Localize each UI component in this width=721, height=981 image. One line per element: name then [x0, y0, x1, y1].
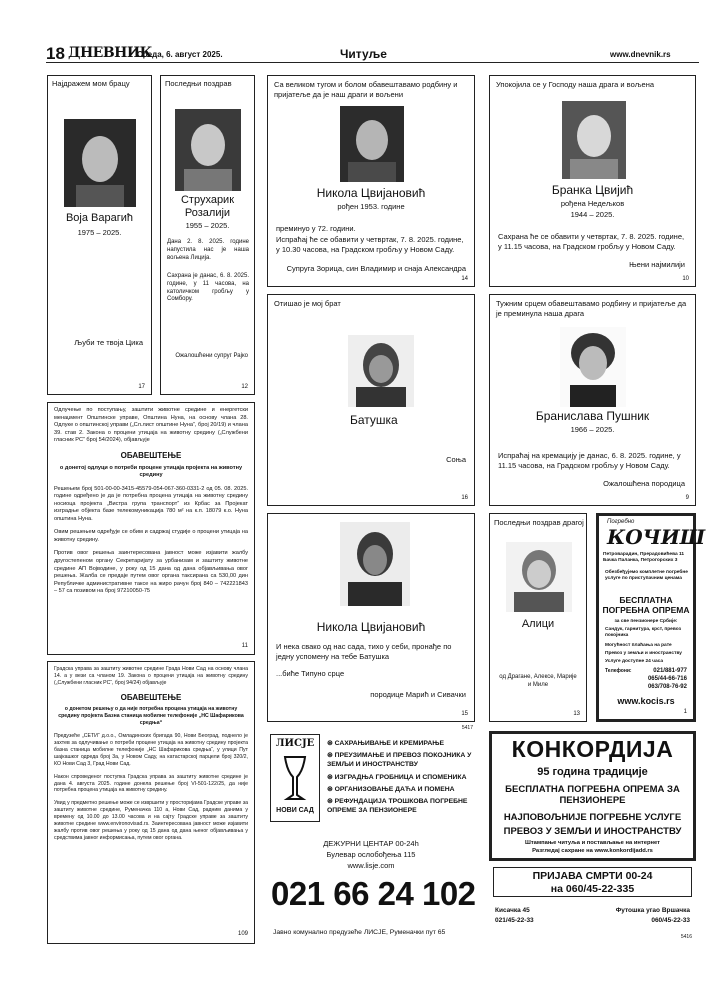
notice-intro: Одлучење по поступању, заштити животне средине и енергетски менаџмент Општинске управе, Општина Нуна, на основу члана 28. Одлуке о општинској управи („Сл.лист општине Нуна“, број 20/19) и члана 39. став 2. Закона о процени утицаја на животну средину („Службени гласник РС“ број 54/2024), објављује	[54, 407, 248, 444]
konkordija-right-address: Футошка угао Вршачка	[615, 907, 690, 914]
notice-body-2: Овим решењем одређује се обим и садржај студије о процени утицаја на животну средину.	[54, 529, 248, 543]
obituary-branka-cvijic	[489, 75, 696, 287]
lisje-service-4: ⊛ ОРГАНИЗОВАЊЕ ДАЋА И ПОМЕНА	[327, 786, 455, 793]
obituary-batushka	[267, 294, 475, 506]
masthead-logo: ДНЕВНИК	[68, 45, 152, 61]
lisje-service-text: ОРГАНИЗОВАЊЕ ДАЋА И ПОМЕНА	[334, 786, 455, 793]
kocis-brand: КОЧИШ	[607, 525, 706, 549]
konkordija-free-equipment: БЕСПЛАТНА ПОГРЕБНА ОПРЕМА ЗА ПЕНЗИОНЕРЕ	[505, 784, 680, 807]
page-number: 18	[46, 44, 65, 63]
death-notice: Дана 2. 8. 2025. године напустила нас је наша вољена Лиција.	[167, 239, 249, 261]
portrait-photo	[175, 109, 241, 191]
lisje-web: www.lisje.com	[347, 861, 395, 870]
konkordija-funeral-ad	[489, 731, 696, 944]
obituary-intro: Отишао је мој брат	[274, 299, 341, 308]
portrait-photo	[348, 335, 414, 407]
life-years: 1944 – 2025.	[570, 210, 615, 219]
obituary-intro: Последњи поздрав	[165, 79, 232, 88]
legal-notice-novi-sad	[47, 661, 255, 944]
konkordija-report: ПРИЈАВА СМРТИ 00-24	[532, 870, 653, 882]
lisje-service-text: САХРАЊИВАЊЕ И КРЕМИРАЊЕ	[334, 740, 444, 747]
notice-body-2: Након спроведеног поступка Градска управа за заштиту животне средине је дана 4. августа 2025. године донела решење број VI-501-122/25, да није потребна процена утицаја на животну средину.	[54, 773, 248, 794]
kocis-top-label: Погребно	[607, 519, 635, 525]
obituary-branislava-pusnik	[489, 294, 696, 506]
lisje-funeral-ad	[267, 725, 476, 944]
konkordija-tagline: 95 година традиције	[537, 766, 648, 778]
notice-intro: Градска управа за заштиту животне средине Града Нови Сад на основу члана 14. а у вези са чланом 19. Закона о процени утицаја на животну средину („Службени гласник РС“, број 94/24) објављује	[54, 666, 248, 686]
obituary-nikola-cvijanovic	[267, 75, 475, 287]
kocis-phone-1: 021/881-977	[653, 668, 687, 674]
signature: Ожалошћени супруг Рајко	[175, 353, 248, 359]
legal-notice-nuna	[47, 402, 255, 655]
section-title: Читуље	[340, 47, 387, 61]
lisje-logo-box	[270, 734, 320, 822]
obituary-alici	[489, 513, 587, 722]
konkordija-top-box	[489, 731, 696, 861]
obituary-struharik	[160, 75, 255, 395]
deceased-name: Батушка	[350, 413, 398, 427]
notice-body-1: Решењем број 501-00-00-3415-45579-054-067-360-0331-2 од 05. 08. 2025. године одређено је да је потребна процена утицаја на животну средину носиоца пројекта „Вистра група транспорт“ из Крбас за Пројекат изградње објекта базе телекомуникација 780 м² на к.п. 18079 к.о. Нуна општина Нуна.	[54, 485, 248, 522]
ad-number: 1	[683, 709, 687, 715]
ad-number: 9	[685, 495, 689, 501]
signature: породице Марић и Сивачки	[370, 690, 466, 699]
deceased-name: Никола Цвијановић	[316, 620, 426, 634]
life-years: 1955 – 2025.	[185, 221, 230, 230]
lisje-service-3: ⊛ ИЗГРАДЊА ГРОБНИЦА И СПОМЕНИКА	[327, 774, 467, 781]
lisje-city: НОВИ САД	[276, 807, 314, 814]
lisje-service-2: ⊛ ПРЕУЗИМАЊЕ И ПРЕВОЗ ПОКОЈНИКА У ЗЕМЉИ И ИНОСТРАНСТВУ	[327, 752, 472, 769]
lisje-service-text: ПРЕУЗИМАЊЕ И ПРЕВОЗ ПОКОЈНИКА У ЗЕМЉИ И ИНОСТРАНСТВУ	[327, 752, 472, 769]
portrait-photo	[506, 542, 572, 612]
lisje-service-text: ИЗГРАДЊА ГРОБНИЦА И СПОМЕНИКА	[334, 774, 467, 781]
deceased-name: Бранислава Пушник	[535, 409, 650, 423]
konkordija-brand: КОНКОРДИЈА	[511, 736, 674, 762]
kocis-free-title: БЕСПЛАТНА ПОГРЕБНА ОПРЕМА	[602, 595, 690, 615]
signature: од Драгане, Алексе, Марије и Миле	[499, 674, 577, 688]
funeral-info: Испраћај на кремацију је данас, 6. 8. 2025. године, у 11.15 часова, на Градском гробљу у Новом Саду.	[498, 451, 681, 471]
ad-number: 14	[461, 276, 468, 282]
obituary-nikola-cvijanovic-2	[267, 513, 475, 722]
obituary-intro: Последњи поздрав драгој	[494, 518, 584, 527]
life-years: 1975 – 2025.	[77, 228, 122, 237]
lisje-service-text: РЕФУНДАЦИЈА ТРОШКОВА ПОГРЕБНЕ ОПРЕМЕ ЗА ПЕНЗИОНЕРЕ	[327, 798, 468, 815]
kocis-funeral-ad	[596, 513, 706, 722]
lisje-phone: 021 66 24 102	[271, 875, 476, 912]
ad-number: 16	[461, 495, 468, 501]
lisje-footer: Јавно комунално предузеће ЛИСЈЕ, Руменачки пут 65	[273, 929, 446, 936]
konkordija-transport: ПРЕВОЗ У ЗЕМЉИ И ИНОСТРАНСТВУ	[503, 826, 682, 837]
kocis-list-1: Сандук, гарнитура, крст, превоз покојника	[605, 627, 681, 639]
kocis-free-sub: за све пензионере Србије:	[614, 619, 678, 624]
ad-number: 12	[241, 384, 248, 390]
kocis-list-4: Услуге доступне 24 часа	[605, 659, 664, 664]
konkordija-best-services: НАЈПОВОЉНИЈЕ ПОГРЕБНЕ УСЛУГЕ	[503, 812, 682, 823]
signature: Ожалошћена породица	[603, 479, 685, 488]
kocis-web: www.kocis.rs	[617, 696, 675, 706]
notice-subtitle: о донетој одлуци о потреби процене утицаја пројекта на животну средину	[59, 464, 243, 479]
kocis-phone-2: 065/44-66-716	[647, 676, 687, 682]
website: www.dnevnik.rs	[610, 50, 671, 59]
deceased-name: Бранка Цвијић	[551, 183, 634, 197]
ad-number: 13	[573, 711, 580, 717]
deceased-name: Алици	[521, 618, 555, 630]
funeral-info: Испраћај ће се обавити у четвртак, 7. 8. 2025. године, у 10.30 часова, на Градском гробљу у Новом Саду.	[276, 235, 464, 255]
notice-body-1: Предузеће „СЕТИ“ д.о.о., Омладинских бригада 90, Нови Београд, поднело је захтев за одлучивање о потреби процене утицаја на животну средину пројекта базна станица мобилне телефоније „НС Шафарикова средња“, у улици Пут шајкашког одреда број 3а, у Новом Саду, на катастарској парцели број 320/2, КО Нови Сад 3, Град Нови Сад.	[54, 733, 248, 767]
notice-body-3: Увид у предметно решење може се извршити у просторијама Градске управе за заштиту животне средине, Руменачка 110 а, Нови Сад, радним данима у времену од 10.00 до 13.00 часова и на сајту Градске управе за заштиту животне средине www.environovisad.rs. Заинтересована јавност може изјавити жалбу против овог решења у року од 15 дана од дана њеног објављивања у средствима јавног информисања, путем овог органа.	[54, 800, 248, 841]
notice-title: ОБАВЕШТЕЊЕ	[120, 692, 182, 702]
portrait-photo	[340, 106, 404, 182]
funeral-info: Сахрана је данас, 6. 8. 2025. године, у 11 часова, на католичком гробљу у Сомбору.	[167, 273, 249, 303]
ad-number: 109	[237, 931, 248, 938]
obituary-voja-varagic	[47, 75, 152, 395]
deceased-name: Воја Варагић	[65, 212, 134, 224]
kocis-phone-3: 063/708-76-92	[647, 684, 687, 690]
kocis-services: Обезбеђујемо комплетне погребне услуге по приступачним ценама	[605, 570, 688, 582]
obituary-intro: Тужним срцем обавештавамо родбину и пријатеље да је преминула наша драга	[496, 299, 687, 319]
ad-number: 5416	[680, 934, 692, 940]
signature: Њени најмилији	[629, 260, 685, 269]
lisje-logo: ЛИСЈЕ	[275, 738, 315, 749]
konkordija-print: Штампање читуља и постављање на интернет	[525, 840, 660, 846]
signature: Љуби те твоја Цика	[74, 338, 143, 347]
konkordija-report-phone: на 060/45-22-335	[550, 883, 635, 895]
kocis-list-2: Могућност плаћања на рате	[605, 643, 672, 648]
death-age: преминуо у 72. години.	[276, 224, 356, 233]
obituary-intro: Најдражем мом брацу	[52, 79, 130, 88]
deceased-surname: Струхарик	[180, 194, 235, 206]
ad-number: 5417	[461, 725, 473, 731]
birth-year: рођен 1953. године	[337, 202, 405, 211]
signature: Соња	[446, 455, 466, 464]
deceased-firstname: Розалији	[184, 207, 231, 219]
lisje-service-5: ⊛ РЕФУНДАЦИЈА ТРОШКОВА ПОГРЕБНЕ ОПРЕМЕ ЗА ПЕНЗИОНЕРЕ	[327, 798, 468, 815]
issue-date: Среда, 6. август 2025.	[137, 50, 223, 59]
portrait-photo	[340, 522, 410, 606]
urn-icon	[281, 753, 309, 803]
konkordija-report-box	[493, 867, 692, 897]
portrait-photo	[562, 101, 626, 179]
konkordija-web: Разгледај сахране на www.konkordijadd.rs	[532, 848, 653, 854]
konkordija-right-phone: 060/45-22-33	[651, 917, 690, 924]
memorial-text: И нека свако од нас сада, тихо у себи, пронађе по једну успомену на тебе Батушка	[276, 642, 452, 662]
lisje-service-1: ⊛ САХРАЊИВАЊЕ И КРЕМИРАЊЕ	[327, 740, 444, 747]
kocis-list-3: Превоз у земљи и иностранству	[605, 651, 682, 656]
notice-title: ОБАВЕШТЕЊЕ	[120, 450, 182, 460]
maiden-name: рођена Недељков	[560, 199, 625, 208]
portrait-photo	[64, 119, 136, 207]
ad-number: 10	[682, 276, 689, 282]
signature: Супруга Зорица, син Владимир и снаја Александра	[286, 264, 466, 273]
notice-body-3: Против овог решења заинтересована јавност може изјавити жалбу другостепеном органу Секретаријату за урбанизам и заштиту животне средине АП Војводине, у року од 15 дана од дана објављивања овог решења. Жалба се предаје путем овог органа таксирана са 530,00 дин Републичке административне таксе на жиро рачун број 840 – 742221843 – 57 са позивом на број 97210050-75	[54, 550, 248, 595]
obituary-intro: Упокојила се у Господу наша драга и вољена	[496, 80, 655, 89]
ad-number: 11	[241, 642, 248, 649]
portrait-photo	[560, 327, 626, 407]
header-rule	[46, 62, 699, 63]
lisje-address: Булевар ослобођења 115	[326, 850, 416, 859]
notice-subtitle: о донетом решењу о да није потребна процена утицаја на животну средину пројекта Базна станица мобилне телефоније „НС Шафарикова средња“	[58, 706, 244, 727]
funeral-info: Сахрана ће се обавити у четвртак, 7. 8. 2025. године, у 11.15 часова, на Градском гробљу у Новом Саду.	[498, 232, 685, 252]
konkordija-left-address: Кисачка 45	[495, 907, 530, 914]
life-years: 1966 – 2025.	[570, 425, 615, 434]
kocis-phones-label: Телефони:	[605, 668, 632, 674]
lisje-duty: ДЕЖУРНИ ЦЕНТАР 00-24h	[323, 839, 419, 848]
ad-number: 17	[138, 384, 145, 390]
kocis-addresses: Петроварадин, Прерадовићева 11 Бачка Паланка, Петрогорских 3	[603, 552, 685, 564]
deceased-name: Никола Цвијановић	[316, 186, 426, 200]
obituary-intro: Са великом тугом и болом обавештавамо родбину и пријатеље да је наш драги и вољени	[274, 80, 458, 100]
ad-number: 15	[461, 711, 468, 717]
memorial-quote: ...биће Типуно срце	[276, 669, 345, 678]
konkordija-left-phone: 021/45-22-33	[495, 917, 534, 924]
